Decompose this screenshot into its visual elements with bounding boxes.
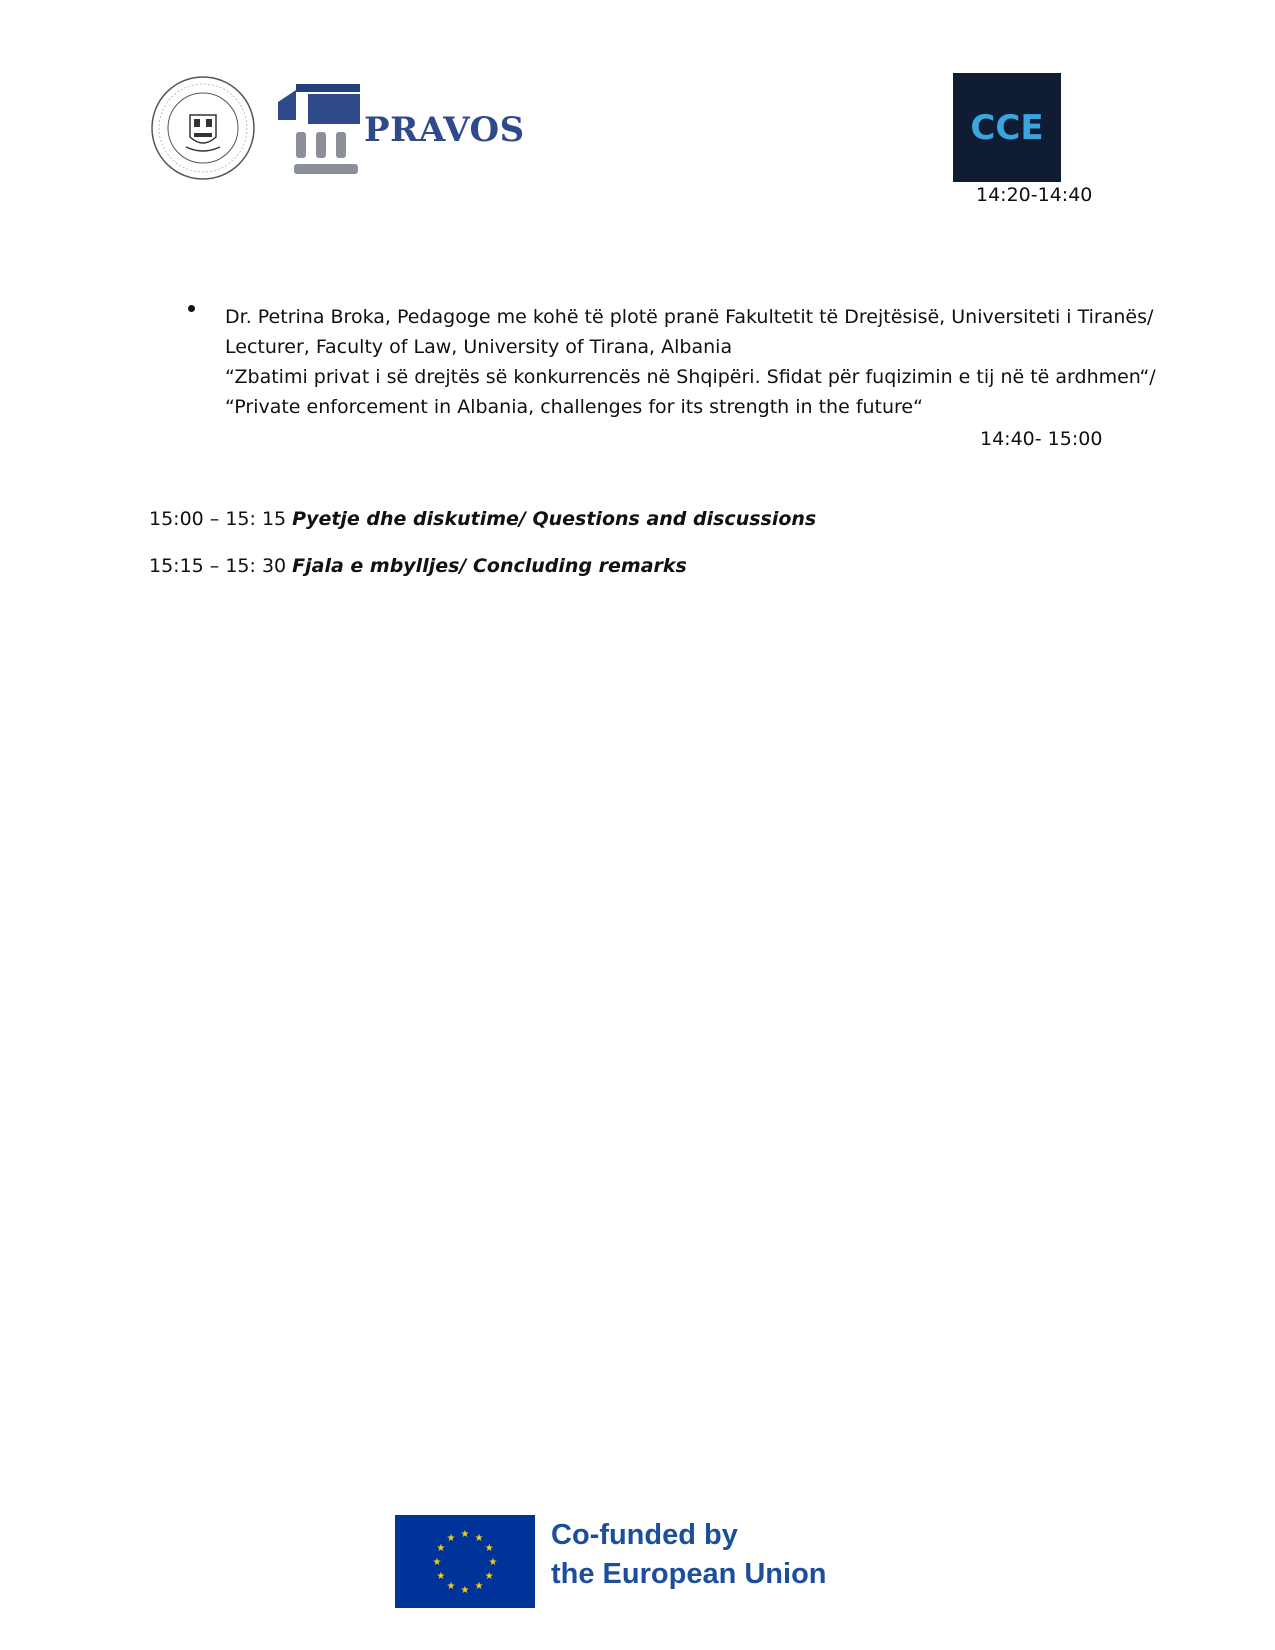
eu-star-icon: ★ [446, 1581, 456, 1593]
list-bullet [188, 305, 195, 312]
eu-text-line-2: the European Union [551, 1558, 827, 1590]
eu-star-icon: ★ [446, 1532, 456, 1544]
university-seal-icon [150, 75, 256, 181]
coe-logo-icon [953, 73, 1061, 182]
speaker-entry-time: 14:40- 15:00 [980, 428, 1103, 450]
session-time-top: 14:20-14:40 [976, 184, 1093, 206]
pravos-logo-text: PRAVOS [364, 110, 525, 150]
pillar-building-icon [278, 84, 368, 180]
eu-star-icon: ★ [460, 1585, 470, 1596]
agenda-title: Fjala e mbylljes/ Concluding remarks [292, 555, 687, 577]
eu-flag-icon [395, 1515, 535, 1608]
agenda-time: 15:00 – 15: 15 [149, 508, 287, 530]
coe-logo-text: CCE [970, 108, 1044, 148]
eu-cofunded-text [551, 1516, 827, 1594]
agenda-item [149, 508, 816, 530]
entry-line-2: Lecturer, Faculty of Law, University of Tirana, Albania [225, 336, 733, 358]
eu-text-line-1: Co-funded by [551, 1519, 738, 1551]
eu-star-icon: ★ [474, 1532, 484, 1544]
entry-line-3: “Zbatimi privat i së drejtës së konkurrencës në Shqipëri. Sfidat për fuqizimin e tij në të ardhmen“/ [225, 366, 1156, 388]
speaker-entry [225, 302, 1156, 422]
agenda-item [149, 555, 687, 577]
eu-star-icon: ★ [436, 1571, 446, 1582]
agenda-title: Pyetje dhe diskutime/ Questions and discussions [292, 508, 817, 530]
eu-star-icon: ★ [432, 1557, 442, 1568]
eu-star-icon: ★ [474, 1581, 484, 1593]
eu-star-icon: ★ [484, 1543, 494, 1554]
eu-star-icon: ★ [436, 1543, 446, 1554]
eu-star-icon: ★ [488, 1557, 498, 1568]
entry-line-4: “Private enforcement in Albania, challenges for its strength in the future“ [225, 396, 923, 418]
eu-star-icon: ★ [460, 1529, 470, 1540]
agenda-time: 15:15 – 15: 30 [149, 555, 287, 577]
eu-star-icon: ★ [484, 1571, 494, 1582]
entry-line-1: Dr. Petrina Broka, Pedagoge me kohë të plotë pranë Fakultetit të Drejtësisë, Universiteti i Tiranës/ [225, 306, 1154, 328]
